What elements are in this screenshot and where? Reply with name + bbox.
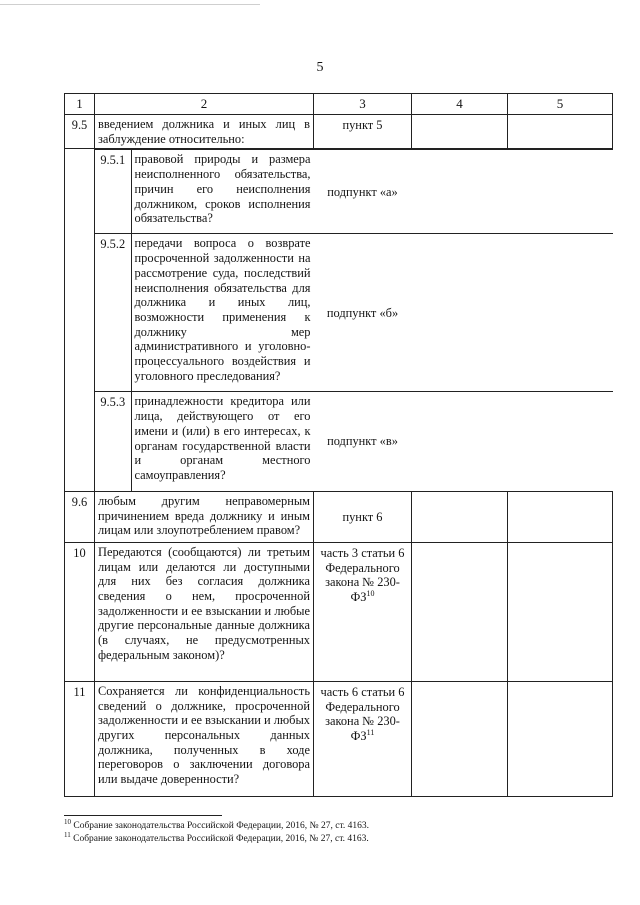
answer-cell-col4 [412, 234, 508, 392]
legal-ref-text: часть 6 статьи 6 Федерального закона № 230-ФЗ [320, 684, 405, 744]
subitem-row [95, 150, 314, 234]
row-legal-ref [314, 681, 412, 796]
footnote-ref: 11 [366, 727, 375, 737]
subitem-number: 9.5.2 [95, 234, 131, 392]
subitems-col4 [412, 149, 508, 492]
answer-cell-col5 [508, 392, 613, 491]
answer-cell-col4 [412, 542, 508, 681]
row-number: 10 [65, 542, 95, 681]
footnote-mark: 10 [64, 817, 71, 826]
footnote-text: Собрание законодательства Российской Федерации, 2016, № 27, ст. 4163. [73, 834, 369, 844]
row-question: введением должника и иных лиц в заблуждение относительно: [95, 115, 314, 149]
row-number: 9.6 [65, 491, 95, 542]
answer-cell-col5 [508, 150, 613, 234]
table-row [65, 149, 613, 492]
table-row [65, 491, 613, 542]
footnote [64, 830, 612, 846]
subitem-legal-ref: подпункт «б» [314, 234, 412, 392]
footnote-separator [64, 815, 222, 816]
header-col-5: 5 [508, 94, 613, 115]
table-row [65, 681, 613, 796]
answer-cell-col5 [508, 115, 613, 149]
answer-cell-col5 [508, 681, 613, 796]
footnote-ref: 10 [366, 588, 375, 598]
subitem-number: 9.5.1 [95, 150, 131, 234]
subitems-refs [314, 149, 412, 492]
footnote [64, 817, 612, 833]
subitem-legal-ref: подпункт «а» [314, 150, 412, 234]
subitem-row [95, 234, 314, 392]
answer-cell-col4 [412, 150, 508, 234]
footnote-text: Собрание законодательства Российской Федерации, 2016, № 27, ст. 4163. [73, 821, 370, 831]
scan-artifact-line [0, 4, 260, 5]
table-header-row [65, 94, 613, 115]
row-legal-ref: пункт 5 [314, 115, 412, 149]
answer-cell-col4 [412, 491, 508, 542]
header-col-2: 2 [95, 94, 314, 115]
footnote-mark: 11 [64, 830, 71, 839]
row-number: 9.5 [65, 115, 95, 149]
row-question: Передаются (сообщаются) ли третьим лицам или делаются ли доступными для них без согласия должника сведения о нем, просроченной задолженности и ее взыскании и любые другие персональные данные должника (в случаях, не предусмотренных федеральным законом)? [95, 542, 314, 681]
header-col-4: 4 [412, 94, 508, 115]
footnotes [64, 817, 612, 846]
header-col-1: 1 [65, 94, 95, 115]
checklist-table [64, 93, 613, 797]
subitem-question: правовой природы и размера неисполненного обязательства, причин его неисполнения должником, сроков исполнения обязательства? [131, 150, 314, 234]
subitems-block [95, 149, 314, 492]
answer-cell-col4 [412, 115, 508, 149]
answer-cell-col5 [508, 491, 613, 542]
row-number-empty [65, 149, 95, 492]
subitem-row [95, 392, 314, 491]
answer-cell-col5 [508, 542, 613, 681]
subitems-col5 [508, 149, 613, 492]
subitem-number: 9.5.3 [95, 392, 131, 491]
subitem-legal-ref: подпункт «в» [314, 392, 412, 491]
row-question: Сохраняется ли конфиденциальность сведений о должнике, просроченной задолженности и ее взыскании и любых других персональных данных должника, полученных в ходе переговоров о заключении договора или выдаче доверенности? [95, 681, 314, 796]
page-number: 5 [316, 60, 324, 75]
answer-cell-col4 [412, 392, 508, 491]
row-legal-ref: пункт 6 [314, 491, 412, 542]
row-question: любым другим неправомерным причинением вреда должнику и иным лицам или злоупотреблением правом? [95, 491, 314, 542]
row-legal-ref [314, 542, 412, 681]
answer-cell-col4 [412, 681, 508, 796]
subitem-question: принадлежности кредитора или лица, действующего от его имени и (или) в его интересах, к органам государственной власти и органам местного самоуправления? [131, 392, 314, 491]
row-number: 11 [65, 681, 95, 796]
table-row [65, 542, 613, 681]
header-col-3: 3 [314, 94, 412, 115]
table-row [65, 115, 613, 149]
subitem-question: передачи вопроса о возврате просроченной задолженности на рассмотрение суда, последствий неисполнения обязательства для должника и иных лиц, возможности применения к должнику мер административного и уголовно-процессуального воздействия и уголовного преследования? [131, 234, 314, 392]
answer-cell-col5 [508, 234, 613, 392]
legal-ref-text: часть 3 статьи 6 Федерального закона № 230-ФЗ [320, 545, 405, 605]
